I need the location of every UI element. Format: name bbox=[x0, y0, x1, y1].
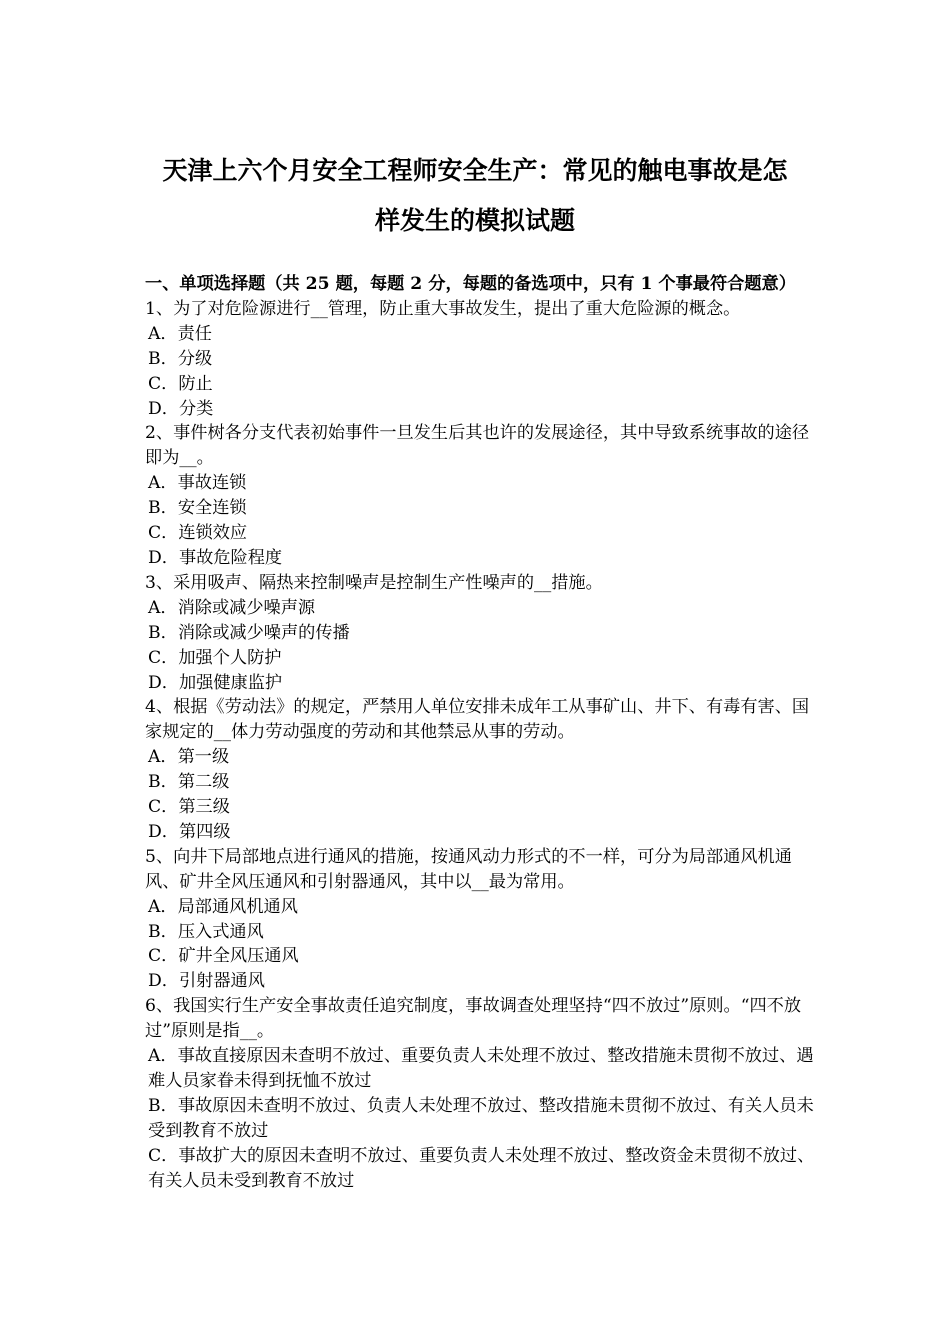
option-a: A．责任 bbox=[148, 323, 212, 344]
option-d: D．引射器通风 bbox=[148, 971, 265, 992]
question-2 bbox=[145, 421, 825, 570]
option-b: B．第二级 bbox=[148, 772, 230, 793]
option-c: C．加强个人防护 bbox=[148, 647, 282, 668]
option-d: D．分类 bbox=[148, 398, 214, 419]
question-4 bbox=[145, 695, 825, 844]
title-line-2: 样发生的模拟试题 bbox=[374, 206, 575, 235]
option-d: D．事故危险程度 bbox=[148, 547, 283, 568]
question-stem: 1、为了对危险源进行__管理，防止重大事故发生，提出了重大危险源的概念。 bbox=[145, 298, 741, 319]
option-c: C．连锁效应 bbox=[148, 523, 248, 544]
option-c: C．防止 bbox=[148, 373, 213, 394]
option-a: A．事故连锁 bbox=[148, 473, 247, 494]
option-c: C．事故扩大的原因未查明不放过、重要负责人未处理不放过、整改资金未贯彻不放过、有关人员未受到教育不放过 bbox=[148, 1145, 815, 1191]
option-a: A．局部通风机通风 bbox=[148, 896, 298, 917]
option-c: C．第三级 bbox=[148, 797, 230, 818]
option-a: A．第一级 bbox=[148, 747, 230, 768]
question-3 bbox=[145, 571, 825, 696]
document-title bbox=[120, 146, 830, 246]
option-d: D．加强健康监护 bbox=[148, 672, 283, 693]
section-heading: 一、单项选择题（共 25 题，每题 2 分，每题的备选项中，只有 1 个事最符合题意） bbox=[145, 274, 796, 294]
option-d: D．第四级 bbox=[148, 821, 231, 842]
title-line-1: 天津上六个月安全工程师安全生产：常见的触电事故是怎 bbox=[162, 156, 788, 185]
question-6 bbox=[145, 994, 825, 1193]
option-c: C．矿井全风压通风 bbox=[148, 946, 299, 967]
question-stem: 2、事件树各分支代表初始事件一旦发生后其也许的发展途径，其中导致系统事故的途径即为__。 bbox=[145, 423, 810, 469]
document-body bbox=[145, 272, 825, 1194]
option-b: B．压入式通风 bbox=[148, 921, 264, 942]
option-b: B．事故原因未查明不放过、负责人未处理不放过、整改措施未贯彻不放过、有关人员未受到教育不放过 bbox=[148, 1095, 814, 1141]
option-a: A．消除或减少噪声源 bbox=[148, 597, 316, 618]
question-stem: 3、采用吸声、隔热来控制噪声是控制生产性噪声的__措施。 bbox=[145, 572, 603, 593]
question-stem: 6、我国实行生产安全事故责任追究制度，事故调查处理坚持“四不放过”原则。“四不放过”原则是指__。 bbox=[145, 996, 802, 1042]
question-5 bbox=[145, 845, 825, 994]
option-b: B．安全连锁 bbox=[148, 498, 247, 519]
option-b: B．分级 bbox=[148, 348, 213, 369]
option-a: A．事故直接原因未查明不放过、重要负责人未处理不放过、整改措施未贯彻不放过、遇难人员家眷未得到抚恤不放过 bbox=[148, 1046, 814, 1091]
question-1 bbox=[145, 297, 825, 422]
question-stem: 5、向井下局部地点进行通风的措施，按通风动力形式的不一样，可分为局部通风机通风、矿井全风压通风和引射器通风，其中以__最为常用。 bbox=[145, 846, 792, 892]
option-b: B．消除或减少噪声的传播 bbox=[148, 622, 350, 643]
question-stem: 4、根据《劳动法》的规定，严禁用人单位安排未成年工从事矿山、井下、有毒有害、国家规定的__体力劳动强度的劳动和其他禁忌从事的劳动。 bbox=[145, 697, 810, 743]
